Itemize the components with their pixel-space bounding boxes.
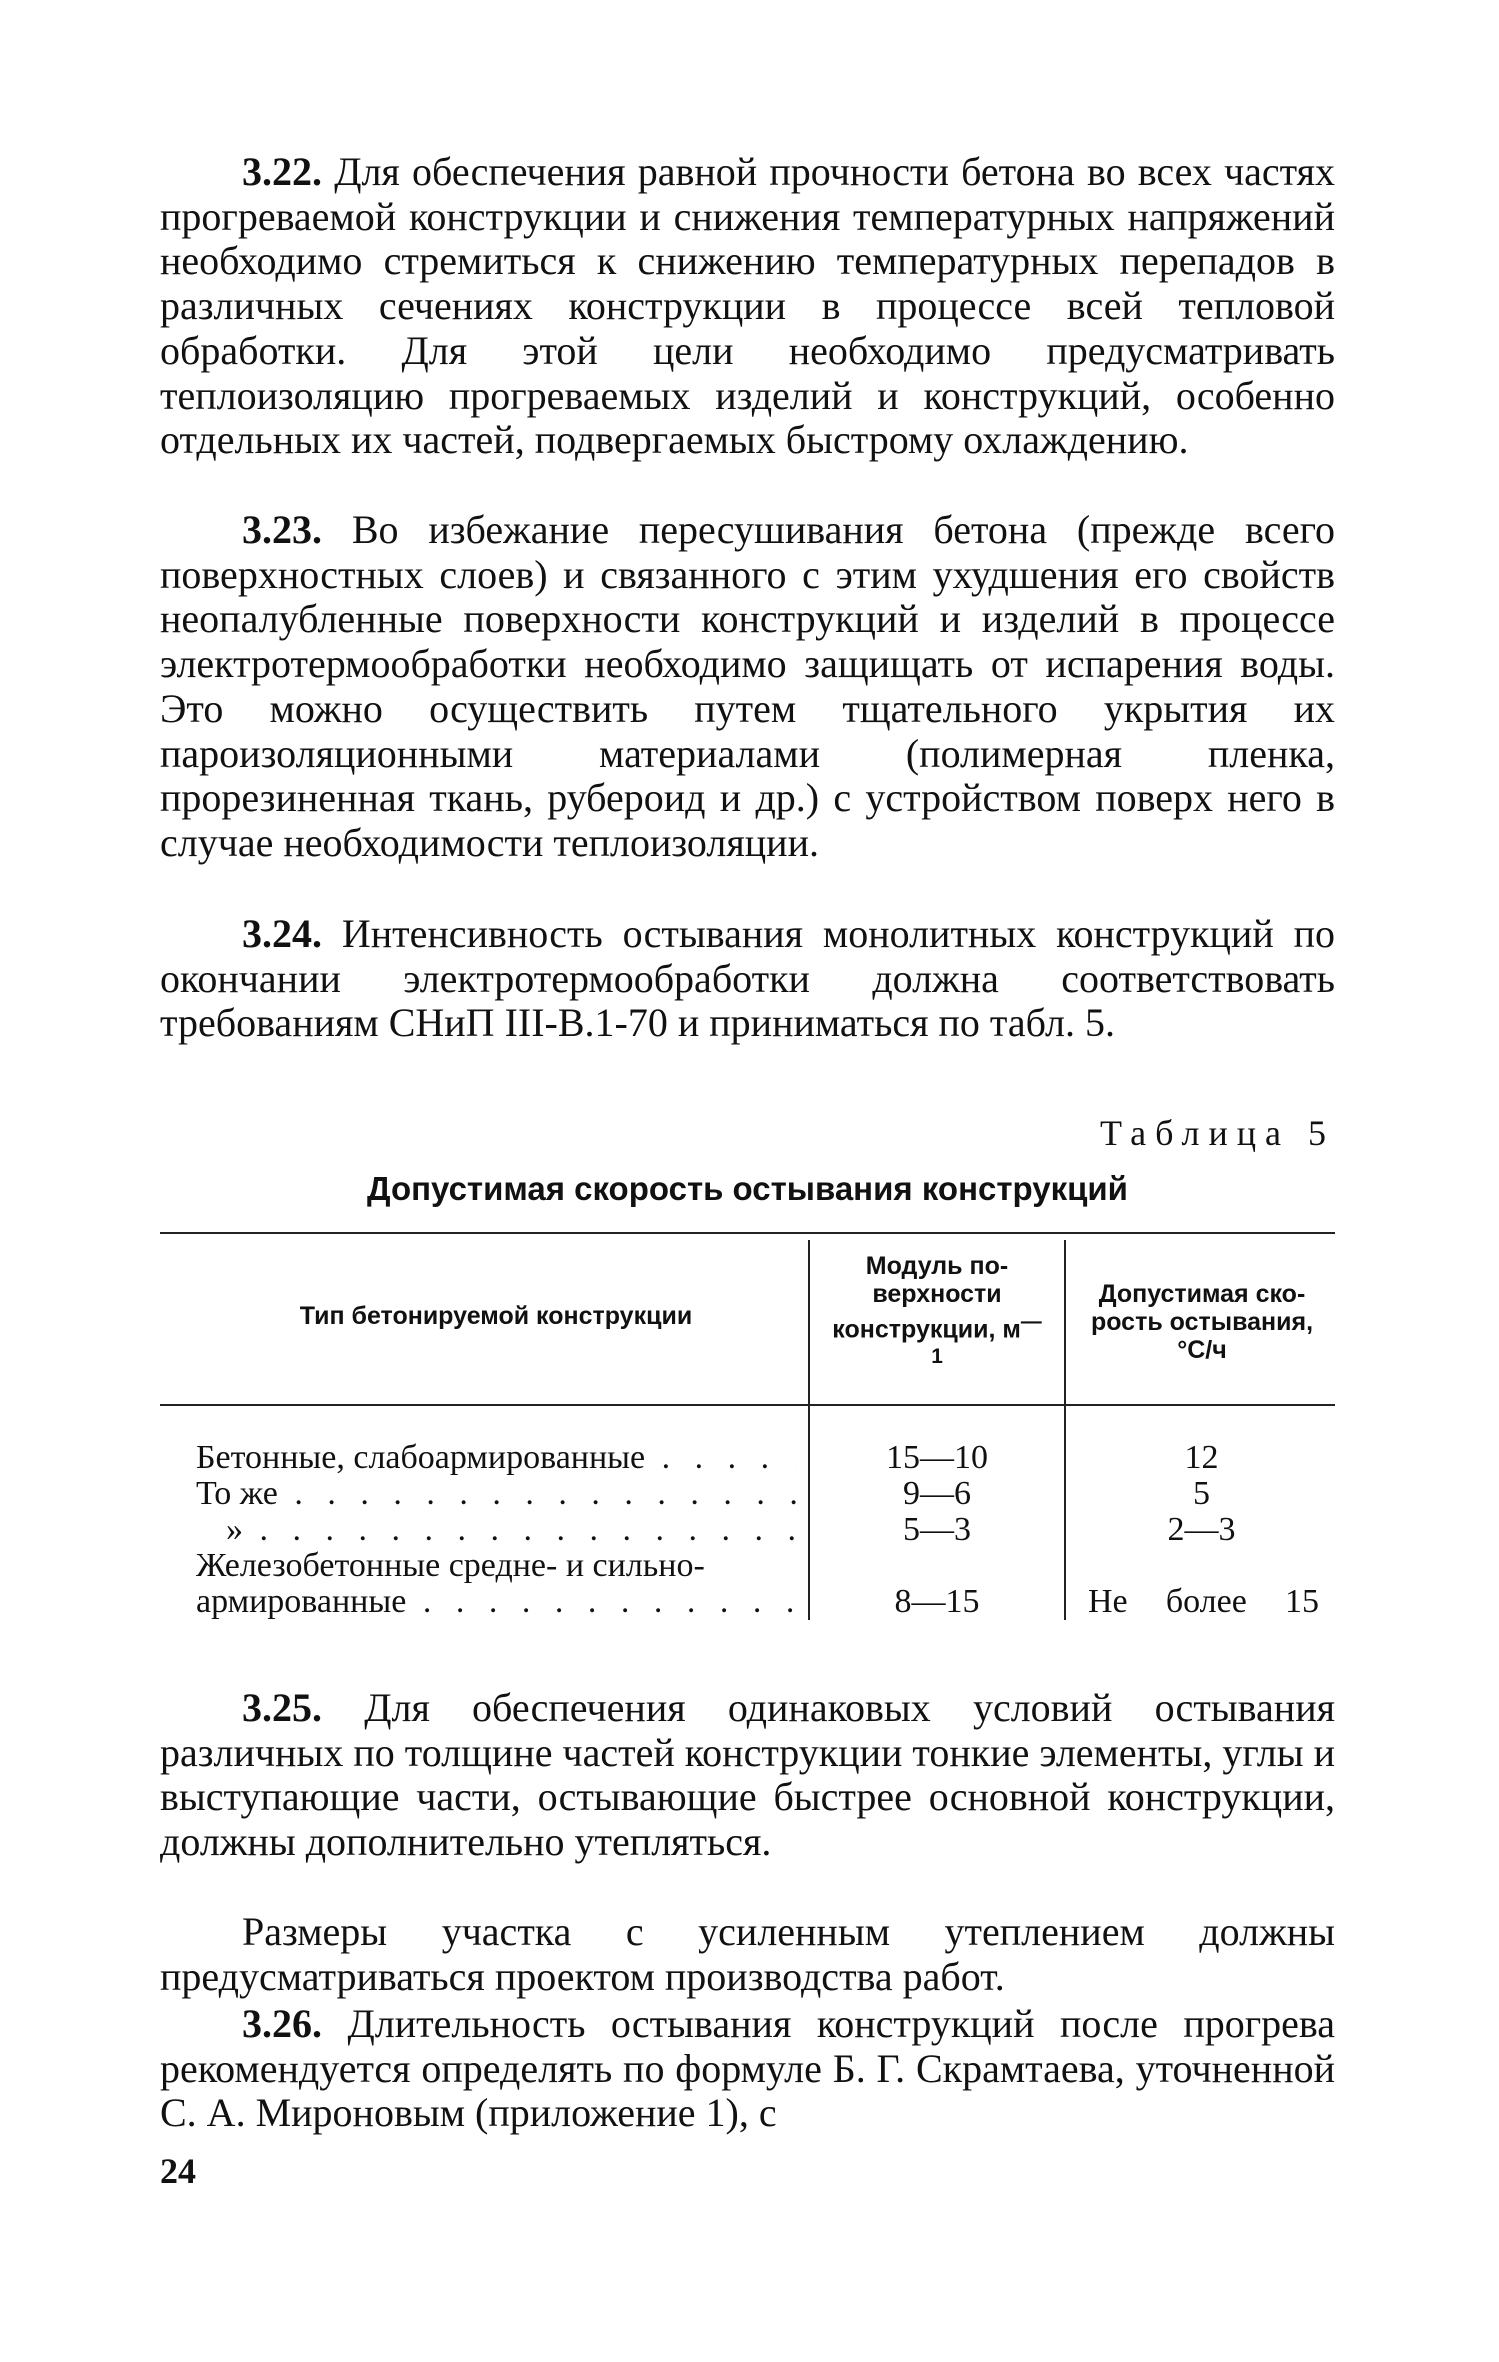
cell-modulus: 8—15 (894, 1583, 980, 1620)
cell-speed: 5 (1193, 1475, 1210, 1512)
page-number: 24 (160, 2151, 196, 2191)
paragraph-number: 3.22. (242, 149, 322, 194)
cell-modulus: 9—6 (903, 1475, 971, 1512)
cell-speed-part: Не (1088, 1583, 1128, 1620)
header-modulus-exponent: —1 (931, 1310, 1042, 1369)
cell-speed: 2—3 (1167, 1511, 1236, 1548)
table-row (0, 1476, 1499, 1512)
paragraph-number: 3.23. (242, 507, 322, 552)
cell-modulus: 15—10 (886, 1439, 988, 1476)
cell-speed (1068, 1584, 1335, 1620)
paragraph-3-26 (160, 2002, 1335, 2136)
header-modulus-text: Модуль по-верхности конструкции, м (832, 1252, 1021, 1344)
table-row (0, 1440, 1499, 1476)
header-modulus (830, 1252, 1044, 1379)
paragraph-3-22 (160, 150, 1335, 463)
cell-type: армированные . . . (196, 1584, 796, 1620)
paragraph-text: Размеры участка с усиленным утеплением должны предусматриваться проектом производства работ. (160, 1909, 1335, 1999)
table-row (0, 1512, 1499, 1548)
cell-speed-part: 15 (1285, 1583, 1319, 1620)
cell-type: То же . . . (196, 1476, 796, 1512)
cell-speed-part: более (1165, 1583, 1247, 1620)
table-row (0, 1548, 1499, 1584)
table-label: Таблица 5 (1100, 1113, 1335, 1153)
header-type: Тип бетонируемой конструкции (299, 1302, 693, 1330)
table-top-rule (160, 1232, 1335, 1234)
paragraph-number: 3.25. (242, 1685, 322, 1730)
cell-speed: 12 (1184, 1439, 1219, 1476)
header-speed: Допустимая ско-рость остывания, °С/ч (1090, 1280, 1314, 1364)
paragraph-number: 3.26. (242, 2001, 322, 2046)
cell-modulus: 5—3 (903, 1511, 971, 1548)
paragraph-text: Интенсивность остывания монолитных конструкций по окончании электротермообработки должна соответствовать требованиям СНиП III-B.1-70 и приниматься по табл. 5. (160, 911, 1336, 1046)
paragraph-text: Для обеспечения равной прочности бетона во всех частях прогреваемой конструкции и снижения температурных напряжений необходимо стремиться к снижению температурных перепадов в различных сечениях конструкции в процессе всей тепловой обработки. Для этой цели необходимо предусматривать теплоизоляцию прогреваемых изделий и конструкций, особенно отдельных их частей, подвергаемых быстрому охлаждению. (160, 149, 1336, 463)
paragraph-3-25 (160, 1686, 1335, 1865)
paragraph-text: Длительность остывания конструкций после прогрева рекомендуется определять по формуле Б. Г. Скрамтаева, уточненной С. А. Мироновым (приложение 1), с (160, 2001, 1336, 2136)
cell-type: » . . . (226, 1512, 796, 1548)
cell-type: Железобетонные средне- и сильно- (196, 1548, 705, 1584)
table-title: Допустимая скорость остывания конструкций (367, 1170, 1128, 1207)
paragraph-3-23 (160, 508, 1335, 866)
paragraph-number: 3.24. (242, 911, 322, 956)
table-header-rule (160, 1404, 1335, 1406)
paragraph-text: Во избежание пересушивания бетона (прежде всего поверхностных слоев) и связанного с этим ухудшения его свойств неопалубленные поверхности конструкций и изделий в процессе электротермообработки необходимо защищать от испарения воды. Это можно осуществить путем тщательного укрытия их пароизоляционными материалами (полимерная пленка, прорезиненная ткань, рубероид и др.) с устройством поверх него в случае необходимости теплоизоляции. (160, 507, 1336, 865)
paragraph-3-24 (160, 912, 1335, 1046)
cell-type: Бетонные, слабоармированные . . . (196, 1440, 796, 1476)
table-row (0, 1584, 1499, 1620)
paragraph-text: Для обеспечения одинаковых условий остывания различных по толщине частей конструкции тонкие элементы, углы и выступающие части, остывающие быстрее основной конструкции, должны дополнительно утепляться. (160, 1685, 1335, 1865)
paragraph-3-25-cont (160, 1910, 1335, 1999)
